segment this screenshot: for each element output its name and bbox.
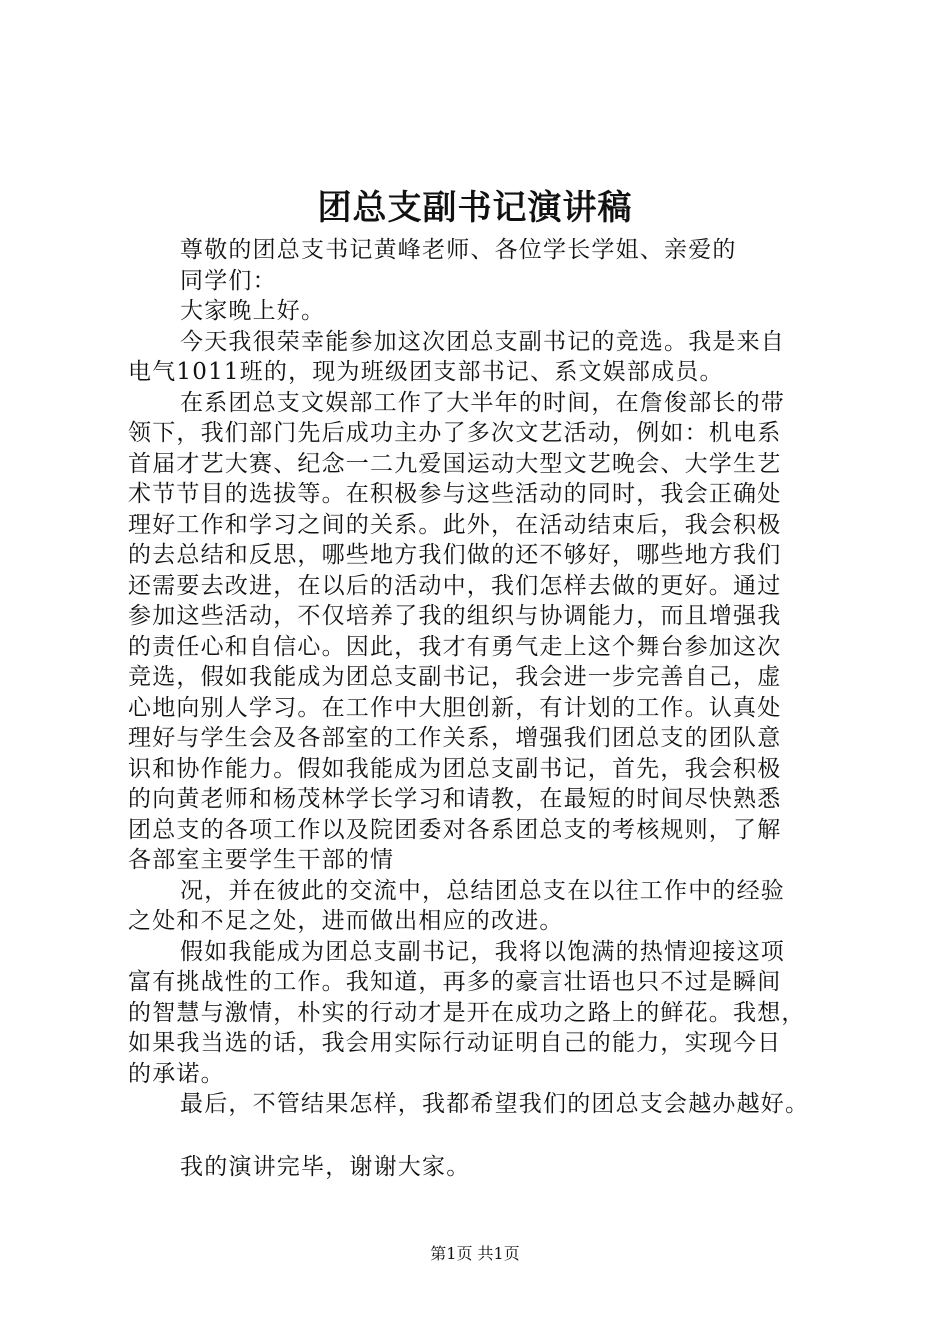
paragraph-line: 的向黄老师和杨茂林学长学习和请教，在最短的时间尽快熟悉 <box>128 786 782 812</box>
paragraph-line: 团总支的各项工作以及院团委对各系团总支的考核规则，了解 <box>128 816 782 843</box>
thanks-line: 我的演讲完毕，谢谢大家。 <box>180 1153 471 1180</box>
paragraph-line: 在系团总支文娱部工作了大半年的时间，在詹俊部长的带 <box>180 389 785 416</box>
paragraph-line: 领下，我们部门先后成功主办了多次文艺活动，例如：机电系 <box>128 420 782 446</box>
paragraph-line: 参加这些活动，不仅培养了我的组织与协调能力，而且增强我 <box>128 603 782 629</box>
paragraph-line: 电气1011班的，现为班级团支部书记、系文娱部成员。 <box>128 359 724 385</box>
paragraph-line: 如果我当选的话，我会用实际行动证明自己的能力，实现今日 <box>128 1030 782 1056</box>
paragraph-line: 术节节目的选拔等。在积极参与这些活动的同时，我会正确处 <box>128 481 782 507</box>
closing-line: 最后，不管结果怎样，我都希望我们的团总支会越办越好。 <box>180 1091 810 1117</box>
paragraph-line: 理好与学生会及各部室的工作关系，增强我们团总支的团队意 <box>128 725 782 751</box>
salutation-line-1: 尊敬的团总支书记黄峰老师、各位学长学姐、亲爱的 <box>180 237 737 263</box>
paragraph-line: 假如我能成为团总支副书记，我将以饱满的热情迎接这项 <box>180 938 785 965</box>
paragraph-line: 的去总结和反思，哪些地方我们做的还不够好，哪些地方我们 <box>128 542 782 568</box>
salutation-line-2: 同学们： <box>180 267 277 294</box>
paragraph-line: 竞选，假如我能成为团总支副书记，我会进一步完善自己，虚 <box>128 664 782 690</box>
paragraph-line: 富有挑战性的工作。我知道，再多的豪言壮语也只不过是瞬间 <box>128 969 782 995</box>
paragraph-line: 心地向别人学习。在工作中大胆创新，有计划的工作。认真处 <box>128 694 782 721</box>
paragraph-line: 理好工作和学习之间的关系。此外，在活动结束后，我会积极 <box>128 511 782 538</box>
document-body <box>128 235 838 1182</box>
paragraph-line: 的责任心和自信心。因此，我才有勇气走上这个舞台参加这次 <box>128 633 782 660</box>
paragraph-gap <box>128 1120 838 1152</box>
paragraph-line: 今天我很荣幸能参加这次团总支副书记的竞选。我是来自 <box>180 328 785 355</box>
greeting-line: 大家晚上好。 <box>180 298 326 324</box>
paragraph-line: 各部室主要学生干部的情 <box>128 847 395 873</box>
paragraph-line: 的智慧与激情，朴实的行动才是开在成功之路上的鲜花。我想， <box>128 999 806 1026</box>
paragraph-line: 首届才艺大赛、纪念一二九爱国运动大型文艺晚会、大学生艺 <box>128 450 782 477</box>
paragraph-line: 识和协作能力。假如我能成为团总支副书记，首先，我会积极 <box>128 755 782 782</box>
paragraph-line: 况，并在彼此的交流中，总结团总支在以往工作中的经验 <box>180 877 785 904</box>
paragraph-line: 的承诺。 <box>128 1060 225 1087</box>
document-title: 团总支副书记演讲稿 <box>317 188 633 228</box>
paragraph-line: 还需要去改进，在以后的活动中，我们怎样去做的更好。通过 <box>128 572 782 599</box>
paragraph-line: 之处和不足之处，进而做出相应的改进。 <box>128 908 564 934</box>
page-footer: 第1页 共1页 <box>430 1244 520 1263</box>
